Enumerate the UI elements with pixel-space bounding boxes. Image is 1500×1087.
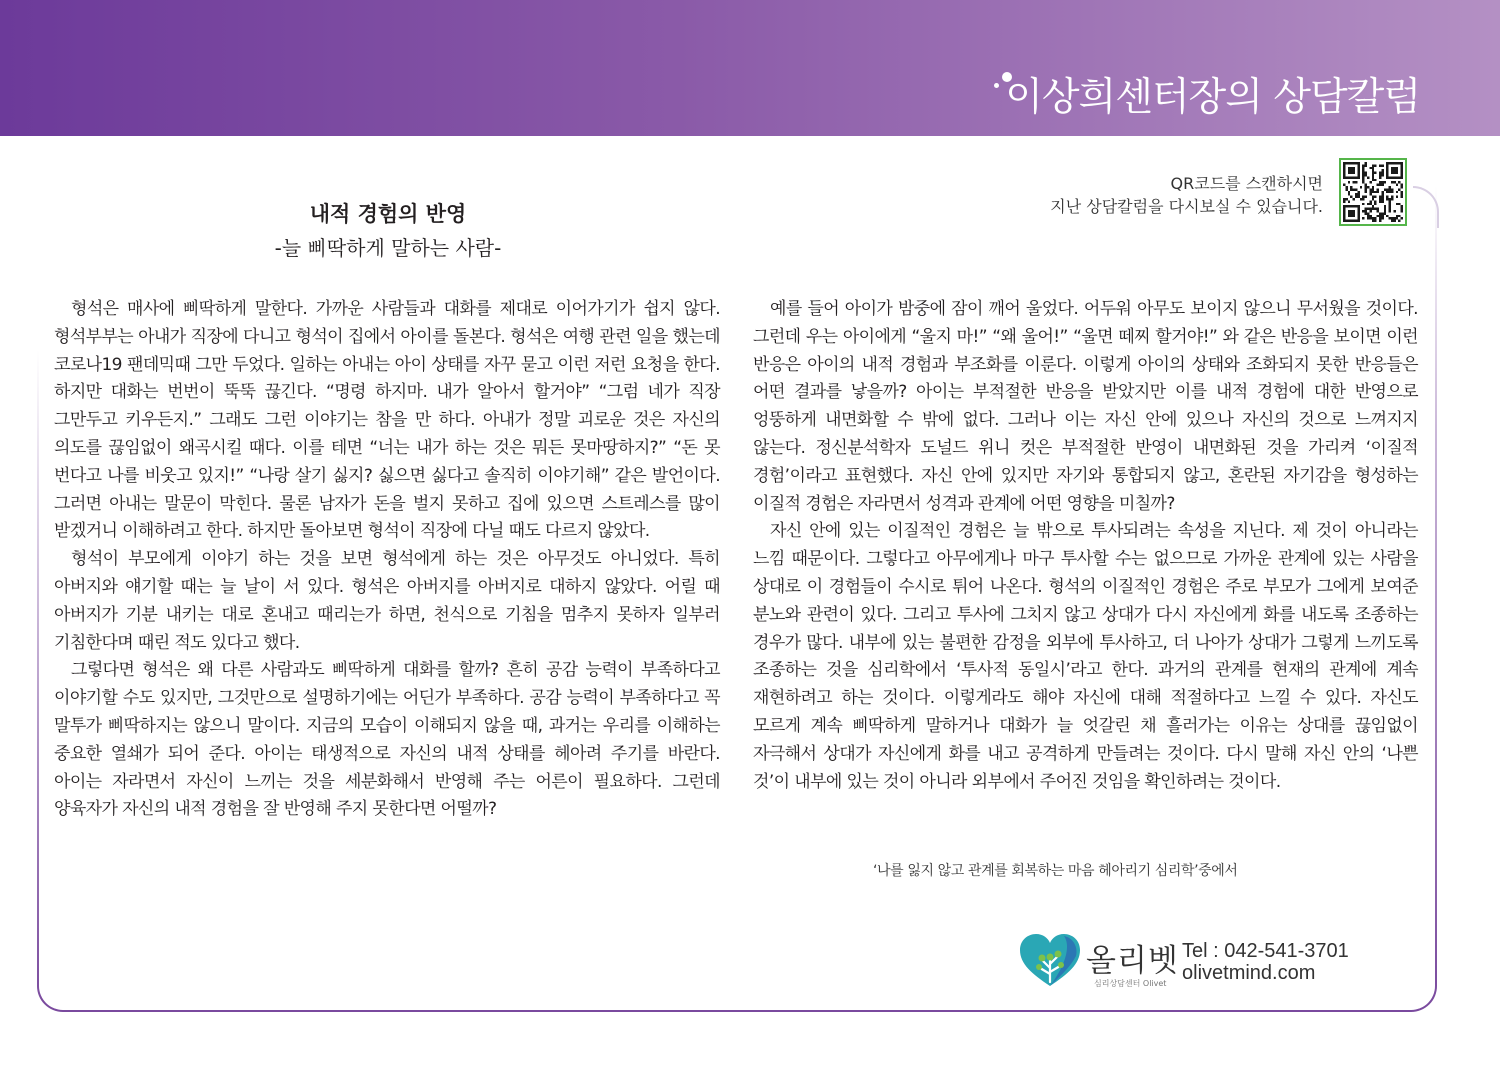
right-column bbox=[753, 296, 1418, 796]
paragraph: 형석이 부모에게 이야기 하는 것을 보면 형석에게 하는 것은 아무것도 아니었다. 특히 아버지와 얘기할 때는 늘 날이 서 있다. 형석은 아버지를 아버지로 대하지 않았다. 어릴 때 아버지가 기분 내키는 대로 혼내고 때리는가 하면, 천식으로 기침을 멈추지 못하자 일부러 기침한다며 때린 적도 있다고 했다. bbox=[54, 549, 720, 653]
source-citation: ‘나를 잃지 않고 관계를 회복하는 마음 헤아리기 심리학’중에서 bbox=[873, 863, 1238, 879]
paragraph: 그렇다면 형석은 왜 다른 사람과도 삐딱하게 대화를 할까? 흔히 공감 능력이 부족하다고 이야기할 수도 있지만, 그것만으로 설명하기에는 어딘가 부족하다. 공감 능력이 부족하다고 꼭 말투가 삐딱하지는 않으니 말이다. 지금의 모습이 이해되지 않을 때, 과거는 우리를 이해하는 중요한 열쇄가 되어 준다. 아이는 태생적으로 자신의 내적 상태를 헤아려 주기를 바란다. 아이는 자라면서 자신이 느끼는 것을 세분화해서 반영해 주는 어른이 필요하다. 그런데 양육자가 자신의 내적 경험을 잘 반영해 주지 못한다면 어떨까? bbox=[54, 660, 720, 820]
article-title: 내적 경험의 반영 bbox=[309, 202, 467, 226]
left-column bbox=[54, 296, 720, 824]
header-banner bbox=[0, 0, 1500, 136]
paragraph: 형석은 매사에 삐딱하게 말한다. 가까운 사람들과 대화를 제대로 이어가기가 쉽지 않다. 형석부부는 아내가 직장에 다니고 형석이 집에서 아이를 돌본다. 형석은 여행 관련 일을 했는데 코로나19 팬데믹때 그만 두었다. 일하는 아내는 아이 상태를 자꾸 묻고 이런 저런 요청을 한다. 하지만 대화는 번번이 뚝뚝 끊긴다. “명령 하지마. 내가 알아서 할거야” “그럼 네가 직장 그만두고 키우든지.” 그래도 그런 이야기는 참을 만 하다. 아내가 정말 괴로운 것은 자신의 의도를 끊임없이 왜곡시킬 때다. 이를 테면 “너는 내가 하는 것은 뭐든 못마땅하지?” “돈 못 번다고 나를 비웃고 있지!” “나랑 살기 싫지? 싫으면 싫다고 솔직히 이야기해” 같은 발언이다. 그러면 아내는 말문이 막힌다. 물론 남자가 돈을 벌지 못하고 집에 있으면 스트레스를 많이 받겠거니 이해하려고 한다. 하지만 돌아보면 형석이 직장에 다닐 때도 다르지 않았다. bbox=[54, 299, 720, 542]
paragraph: 예를 들어 아이가 밤중에 잠이 깨어 울었다. 어두워 아무도 보이지 않으니 무서웠을 것이다. 그런데 우는 아이에게 “울지 마!” “왜 울어!” “울면 떼찌 할거야!” 와 같은 반응을 보이면 이런 반응은 아이의 내적 경험과 부조화를 이룬다. 이렇게 아이의 상태와 조화되지 못한 반응들은 어떤 결과를 낳을까? 아이는 부적절한 반응을 받았지만 이를 내적 경험에 대한 반영으로 엉뚱하게 내면화할 수 밖에 없다. 그러나 이는 자신 안에 있으나 자신의 것으로 느껴지지 않는다. 정신분석학자 도널드 위니 컷은 부적절한 반영이 내면화된 것을 가리켜 ‘이질적 경험’이라고 표현했다. 자신 안에 있지만 자기와 통합되지 않고, 혼란된 자기감을 형성하는 이질적 경험은 자라면서 성격과 관계에 어떤 영향을 미칠까? bbox=[753, 299, 1418, 514]
qr-code-icon[interactable] bbox=[1339, 158, 1407, 226]
qr-caption-line2: 지난 상담칼럼을 다시보실 수 있습니다. bbox=[1050, 197, 1323, 216]
page-title: 이상희센터장의 상담칼럼 bbox=[1005, 75, 1420, 120]
article-subtitle: -늘 삐딱하게 말하는 사람- bbox=[274, 236, 502, 260]
paragraph: 자신 안에 있는 이질적인 경험은 늘 밖으로 투사되려는 속성을 지닌다. 제 것이 아니라는 느낌 때문이다. 그렇다고 아무에게나 마구 투사할 수는 없으므로 가까운 관계에 있는 사람을 상대로 이 경험들이 수시로 튀어 나온다. 형석의 이질적인 경험은 주로 부모가 그에게 보여준 분노와 관련이 있다. 그리고 투사에 그치지 않고 상대가 다시 자신에게 화를 내도록 조종하는 경우가 많다. 내부에 있는 불편한 감정을 외부에 투사하고, 더 나아가 상대가 그렇게 느끼도록 조종하는 것을 심리학에서 ‘투사적 동일시’라고 한다. 과거의 관계를 현재의 관계에 계속 재현하려고 하는 것이다. 이렇게라도 해야 자신에 대해 적절하다고 느낄 수 있다. 자신도 모르게 계속 삐딱하게 말하거나 대화가 늘 엇갈린 채 흘러가는 이유는 상대를 끊임없이 자극해서 상대가 자신에게 화를 내고 공격하게 만들려는 것이다. 다시 말해 자신 안의 ‘나쁜 것’이 내부에 있는 것이 아니라 외부에서 주어진 것임을 확인하려는 것이다. bbox=[753, 521, 1418, 792]
logo-subtitle: 심리상담센터 Olivet bbox=[1094, 979, 1167, 988]
contact-phone: Tel : 042-541-3701 bbox=[1182, 940, 1349, 962]
logo-name: 올리벳 bbox=[1086, 943, 1179, 979]
contact-website[interactable]: olivetmind.com bbox=[1182, 962, 1316, 984]
qr-caption bbox=[1050, 172, 1323, 218]
heart-tree-logo-icon bbox=[1018, 932, 1082, 988]
qr-caption-line1: QR코드를 스캔하시면 bbox=[1170, 174, 1323, 193]
